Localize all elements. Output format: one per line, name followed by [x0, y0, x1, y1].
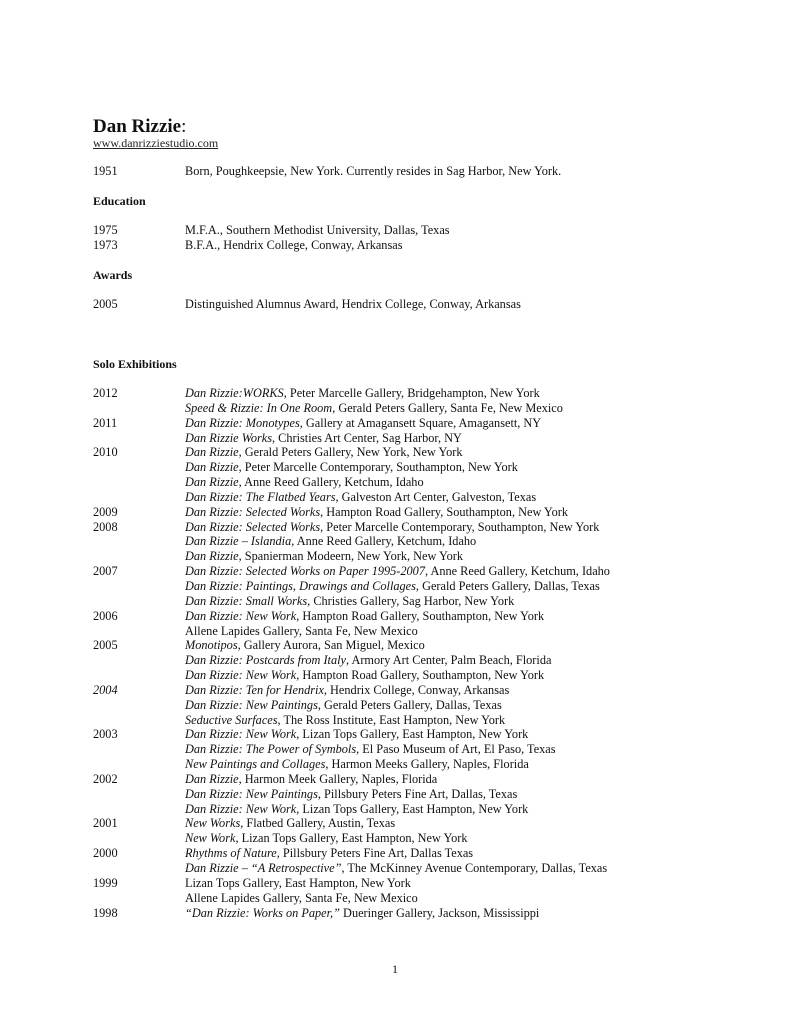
exhibition-year: 2008 [93, 519, 118, 534]
exhibition-row [93, 698, 610, 713]
exhibition-row [93, 683, 610, 698]
exhibition-row [93, 386, 610, 401]
exhibition-venue: Lizan Tops Gallery, East Hampton, New York [185, 875, 411, 890]
exhibition-venue: , Peter Marcelle Gallery, Bridgehampton, New York [283, 386, 540, 400]
exhibition-venue: , Gerald Peters Gallery, Dallas, Texas [317, 697, 502, 712]
exhibition-title: Speed & Rizzie: In One Room [185, 400, 333, 415]
exhibition-venue: , Christies Art Center, Sag Harbor, NY [272, 430, 462, 445]
exhibition-title: Dan Rizzie: New Work [185, 801, 297, 816]
exhibition-title: New Work [185, 831, 236, 846]
exhibition-title: Seductive Surfaces [185, 712, 278, 727]
exhibition-row [93, 742, 610, 757]
exhibition-row [93, 891, 610, 906]
education-year: 1973 [93, 238, 118, 252]
education-year: 1975 [93, 223, 118, 237]
award-row [93, 297, 521, 312]
education-row [93, 238, 403, 253]
bio-year: 1951 [93, 164, 118, 178]
exhibition-title: Dan Rizzie: The Flatbed Years [185, 489, 336, 504]
exhibition-year: 2005 [93, 638, 118, 653]
exhibition-venue: , Pillsbury Peters Fine Art, Dallas, Texas [317, 786, 518, 801]
exhibition-row [93, 772, 610, 787]
exhibition-venue: , The McKinney Avenue Contemporary, Dallas, Texas [341, 861, 608, 875]
exhibition-venue: , Pillsbury Peters Fine Art, Dallas Texas [276, 846, 474, 861]
education-text: M.F.A., Southern Methodist University, Dallas, Texas [185, 223, 450, 237]
exhibition-row [93, 475, 610, 490]
exhibition-year: 1998 [93, 905, 118, 920]
education-row [93, 223, 450, 238]
exhibition-row [93, 505, 610, 520]
exhibition-year: 2001 [93, 816, 118, 831]
exhibition-venue: Harmon Meeks Gallery, Naples, Florida [328, 757, 529, 772]
exhibition-year: 2002 [93, 771, 118, 786]
exhibition-title: Dan Rizzie [185, 475, 239, 490]
exhibition-venue: , Lizan Tops Gallery, East Hampton, New York [296, 727, 529, 742]
exhibition-title: Dan Rizzie – “A Retrospective” [185, 861, 342, 875]
exhibition-title: Dan Rizzie Works [185, 430, 272, 445]
exhibition-year: 2007 [93, 564, 118, 579]
exhibition-row [93, 624, 610, 639]
solo-exhibitions-heading: Solo Exhibitions [93, 357, 177, 371]
exhibition-venue: , Hampton Road Gallery, Southampton, New York [320, 504, 568, 519]
exhibition-venue: , Anne Reed Gallery, Ketchum, Idaho [424, 564, 610, 579]
exhibition-title: New Paintings and Collages, [185, 757, 329, 772]
exhibition-title: Dan Rizzie: New Work [185, 608, 297, 623]
exhibition-row [93, 490, 610, 505]
exhibition-year: 2009 [93, 504, 118, 519]
exhibition-title: Dan Rizzie: The Power of Symbols, [185, 742, 360, 757]
bio-row [93, 164, 561, 179]
exhibition-title: Dan Rizzie: New Paintings [185, 697, 318, 712]
page-number: 1 [392, 962, 398, 976]
exhibition-venue: , Spanierman Modeern, New York, New York [238, 549, 464, 564]
exhibition-year: 2006 [93, 608, 118, 623]
exhibition-year: 2000 [93, 846, 118, 861]
exhibition-row [93, 906, 610, 921]
exhibition-venue: Christies Gallery, Sag Harbor, New York [310, 593, 515, 608]
exhibition-row [93, 401, 610, 416]
exhibition-title: Dan Rizzie: New Work [185, 727, 297, 742]
exhibition-venue: , Galveston Art Center, Galveston, Texas [335, 489, 537, 504]
exhibition-venue: , Lizan Tops Gallery, East Hampton, New York [235, 831, 468, 846]
exhibition-venue: , Hendrix College, Conway, Arkansas [323, 682, 510, 697]
exhibition-title: Rhythms of Nature [185, 846, 277, 861]
exhibition-title: “Dan Rizzie: Works on Paper,” [185, 905, 340, 920]
exhibition-venue: , Lizan Tops Gallery, East Hampton, New York [296, 801, 529, 816]
solo-exhibitions-list [93, 386, 610, 920]
exhibition-title: Dan Rizzie: New Paintings [185, 786, 318, 801]
bio-text: Born, Poughkeepsie, New York. Currently resides in Sag Harbor, New York. [185, 164, 562, 178]
exhibition-venue: , The Ross Institute, East Hampton, New York [277, 712, 506, 727]
exhibition-row [93, 564, 610, 579]
exhibition-row [93, 713, 610, 728]
exhibition-row [93, 638, 610, 653]
exhibition-row [93, 668, 610, 683]
exhibition-row [93, 520, 610, 535]
exhibition-row [93, 846, 610, 861]
exhibition-venue: , Peter Marcelle Contemporary, Southampton, New York [238, 460, 518, 475]
exhibition-title: Monotipos [185, 638, 238, 653]
exhibition-venue: , Harmon Meek Gallery, Naples, Florida [238, 771, 438, 786]
exhibition-venue: , Gallery Aurora, San Miguel, Mexico [237, 638, 425, 653]
exhibition-venue: Allene Lapides Gallery, Santa Fe, New Mexico [185, 623, 418, 638]
exhibition-year: 2004 [93, 682, 118, 697]
exhibition-title: Dan Rizzie: New Work [185, 668, 297, 683]
artist-name: Dan Rizzie: [93, 116, 187, 137]
exhibition-venue: Dueringer Gallery, Jackson, Mississippi [339, 905, 540, 920]
exhibition-row [93, 445, 610, 460]
exhibition-year: 2012 [93, 386, 118, 400]
exhibition-title: Dan Rizzie: Monotypes [185, 415, 300, 430]
exhibition-title: New Works [185, 816, 241, 831]
exhibition-venue: , Flatbed Gallery, Austin, Texas [240, 816, 396, 831]
exhibition-year: 2011 [93, 415, 118, 430]
exhibition-venue: , Hampton Road Gallery, Southampton, New York [296, 608, 545, 623]
website-link[interactable]: www.danrizziestudio.com [93, 136, 219, 150]
exhibition-row [93, 831, 610, 846]
exhibition-row [93, 431, 610, 446]
award-year: 2005 [93, 297, 118, 311]
exhibition-title: Dan Rizzie: Postcards from Italy [185, 653, 346, 668]
exhibition-title: Dan Rizzie: Ten for Hendrix [185, 682, 324, 697]
exhibition-title: Dan Rizzie: Selected Works [185, 504, 321, 519]
award-text: Distinguished Alumnus Award, Hendrix College, Conway, Arkansas [185, 297, 521, 311]
education-text: B.F.A., Hendrix College, Conway, Arkansas [185, 238, 403, 252]
exhibition-title: Dan Rizzie: Selected Works [185, 519, 321, 534]
awards-heading: Awards [93, 268, 133, 282]
exhibition-title: Dan Rizzie [185, 771, 239, 786]
exhibition-venue: , Armory Art Center, Palm Beach, Florida [345, 653, 552, 668]
exhibition-venue: Allene Lapides Gallery, Santa Fe, New Mexico [185, 890, 418, 905]
exhibition-title: Dan Rizzie: Small Works, [185, 593, 311, 608]
exhibition-venue: El Paso Museum of Art, El Paso, Texas [359, 742, 556, 757]
exhibition-title: Dan Rizzie – Islandia [185, 534, 292, 549]
exhibition-title: Dan Rizzie [185, 445, 239, 460]
exhibition-venue: , Anne Reed Gallery, Ketchum, Idaho [291, 534, 477, 549]
exhibition-row [93, 579, 610, 594]
exhibition-title: Dan Rizzie [185, 460, 239, 475]
exhibition-title: Dan Rizzie: Paintings, Drawings and Collages [185, 578, 416, 593]
exhibition-row [93, 416, 610, 431]
exhibition-row [93, 727, 610, 742]
exhibition-row [93, 609, 610, 624]
exhibition-title: Dan Rizzie: Selected Works on Paper 1995-2007 [185, 564, 425, 579]
exhibition-row [93, 802, 610, 817]
exhibition-title: Dan Rizzie [185, 549, 239, 564]
exhibition-venue: , Gerald Peters Gallery, Dallas, Texas [415, 578, 600, 593]
exhibition-venue: , Anne Reed Gallery, Ketchum, Idaho [238, 475, 424, 490]
exhibition-row [93, 787, 610, 802]
exhibition-row [93, 876, 610, 891]
education-heading: Education [93, 194, 146, 208]
exhibition-row [93, 534, 610, 549]
exhibition-venue: , Gerald Peters Gallery, New York, New York [238, 445, 463, 460]
exhibition-year: 2003 [93, 727, 118, 742]
exhibition-row [93, 757, 610, 772]
exhibition-row [93, 861, 610, 876]
exhibition-venue: , Gerald Peters Gallery, Santa Fe, New Mexico [332, 400, 563, 415]
exhibition-row [93, 653, 610, 668]
exhibition-row [93, 549, 610, 564]
exhibition-venue: , Gallery at Amagansett Square, Amagansett, NY [299, 415, 542, 430]
exhibition-title: Dan Rizzie:WORKS [185, 386, 284, 400]
exhibition-row [93, 460, 610, 475]
exhibition-row [93, 594, 610, 609]
exhibition-venue: , Hampton Road Gallery, Southampton, New York [296, 668, 545, 683]
exhibition-year: 1999 [93, 875, 118, 890]
exhibition-venue: , Peter Marcelle Contemporary, Southampton, New York [320, 519, 600, 534]
exhibition-year: 2010 [93, 445, 118, 460]
exhibition-row [93, 816, 610, 831]
